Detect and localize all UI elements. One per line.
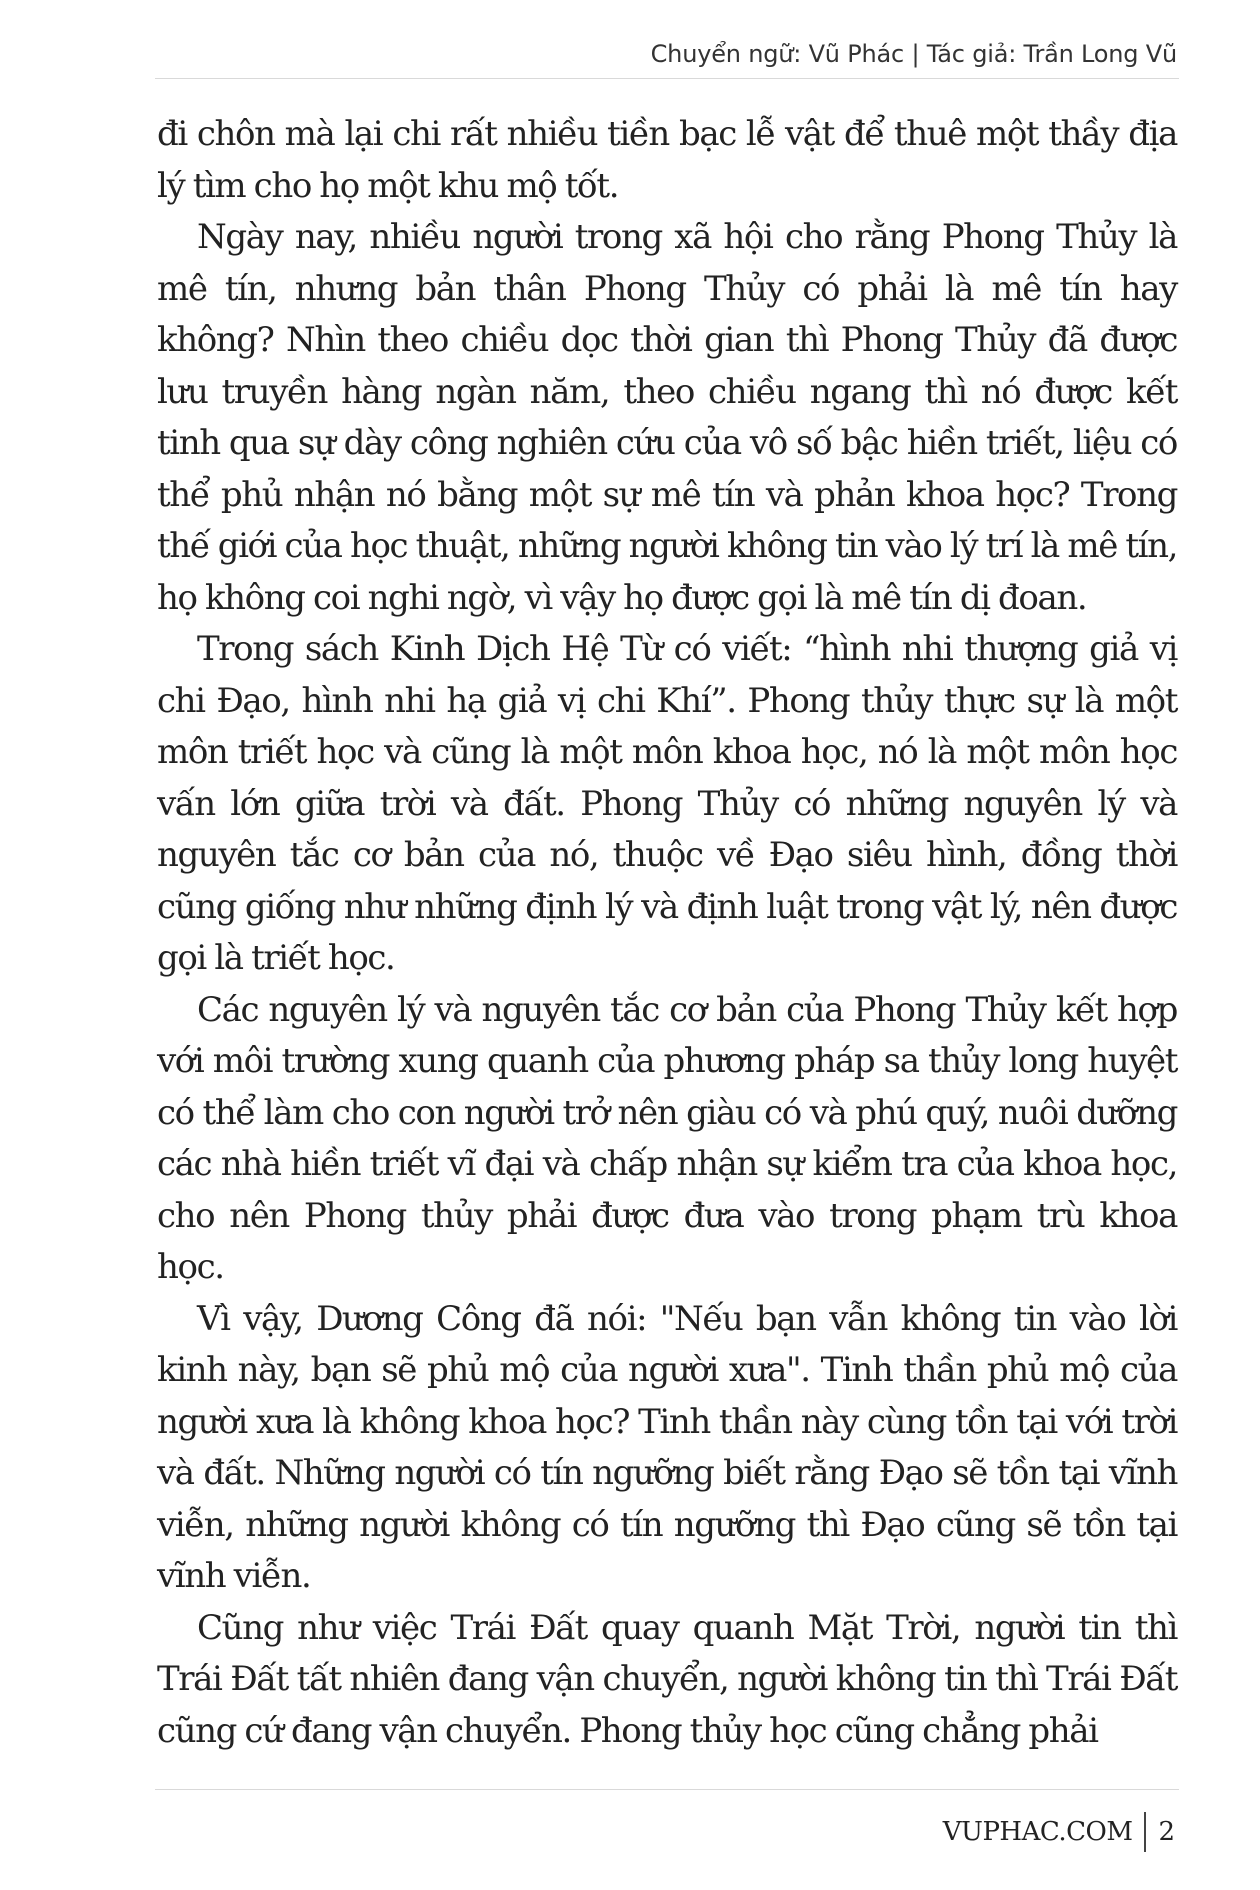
footer-divider [155, 1789, 1179, 1790]
paragraph: Trong sách Kinh Dịch Hệ Từ có viết: “hình nhi thượng giả vị chi Đạo, hình nhi hạ giả vị chi Khí”. Phong thủy thực sự là một môn triết học và cũng là một môn khoa học, nó là một môn học vấn lớn giữa trời và đất. Phong Thủy có những nguyên lý và nguyên tắc cơ bản của nó, thuộc về Đạo siêu hình, đồng thời cũng giống như những định lý và định luật trong vật lý, nên được gọi là triết học. [157, 629, 1177, 978]
paragraph: Ngày nay, nhiều người trong xã hội cho rằng Phong Thủy là mê tín, nhưng bản thân Phong Thủy có phải là mê tín hay không? Nhìn theo chiều dọc thời gian thì Phong Thủy đã được lưu truyền hàng ngàn năm, theo chiều ngang thì nó được kết tinh qua sự dày công nghiên cứu của vô số bậc hiền triết, liệu có thể phủ nhận nó bằng một sự mê tín và phản khoa học? Trong thế giới của học thuật, những người không tin vào lý trí là mê tín, họ không coi nghi ngờ, vì vậy họ được gọi là mê tín dị đoan. [157, 217, 1177, 618]
paragraph-continued: đi chôn mà lại chi rất nhiều tiền bạc lễ vật để thuê một thầy địa lý tìm cho họ một khu mộ tốt. [157, 114, 1177, 206]
paragraph: Các nguyên lý và nguyên tắc cơ bản của Phong Thủy kết hợp với môi trường xung quanh của phương pháp sa thủy long huyệt có thể làm cho con người trở nên giàu có và phú quý, nuôi dưỡng các nhà hiền triết vĩ đại và chấp nhận sự kiểm tra của khoa học, cho nên Phong thủy phải được đưa vào trong phạm trù khoa học. [157, 989, 1177, 1287]
paragraph: Cũng như việc Trái Đất quay quanh Mặt Trời, người tin thì Trái Đất tất nhiên đang vận chuyển, người không tin thì Trái Đất cũng cứ đang vận chuyển. Phong thủy học cũng chẳng phải [157, 1607, 1177, 1751]
footer-separator [1144, 1812, 1146, 1852]
page-number: 2 [1158, 1817, 1175, 1847]
paragraph: Vì vậy, Dương Công đã nói: "Nếu bạn vẫn không tin vào lời kinh này, bạn sẽ phủ mộ của người xưa". Tinh thần phủ mộ của người xưa là không khoa học? Tinh thần này cùng tồn tại với trời và đất. Những người có tín ngưỡng biết rằng Đạo sẽ tồn tại vĩnh viễn, những người không có tín ngưỡng thì Đạo cũng sẽ tồn tại vĩnh viễn. [157, 1298, 1177, 1596]
header-divider [155, 78, 1179, 79]
footer-site-name: VUPHAC.COM [942, 1817, 1133, 1847]
page-footer [943, 1812, 1175, 1852]
running-header: Chuyển ngữ: Vũ Phác | Tác giả: Trần Long Vũ [650, 40, 1177, 68]
body-text [157, 109, 1177, 1757]
